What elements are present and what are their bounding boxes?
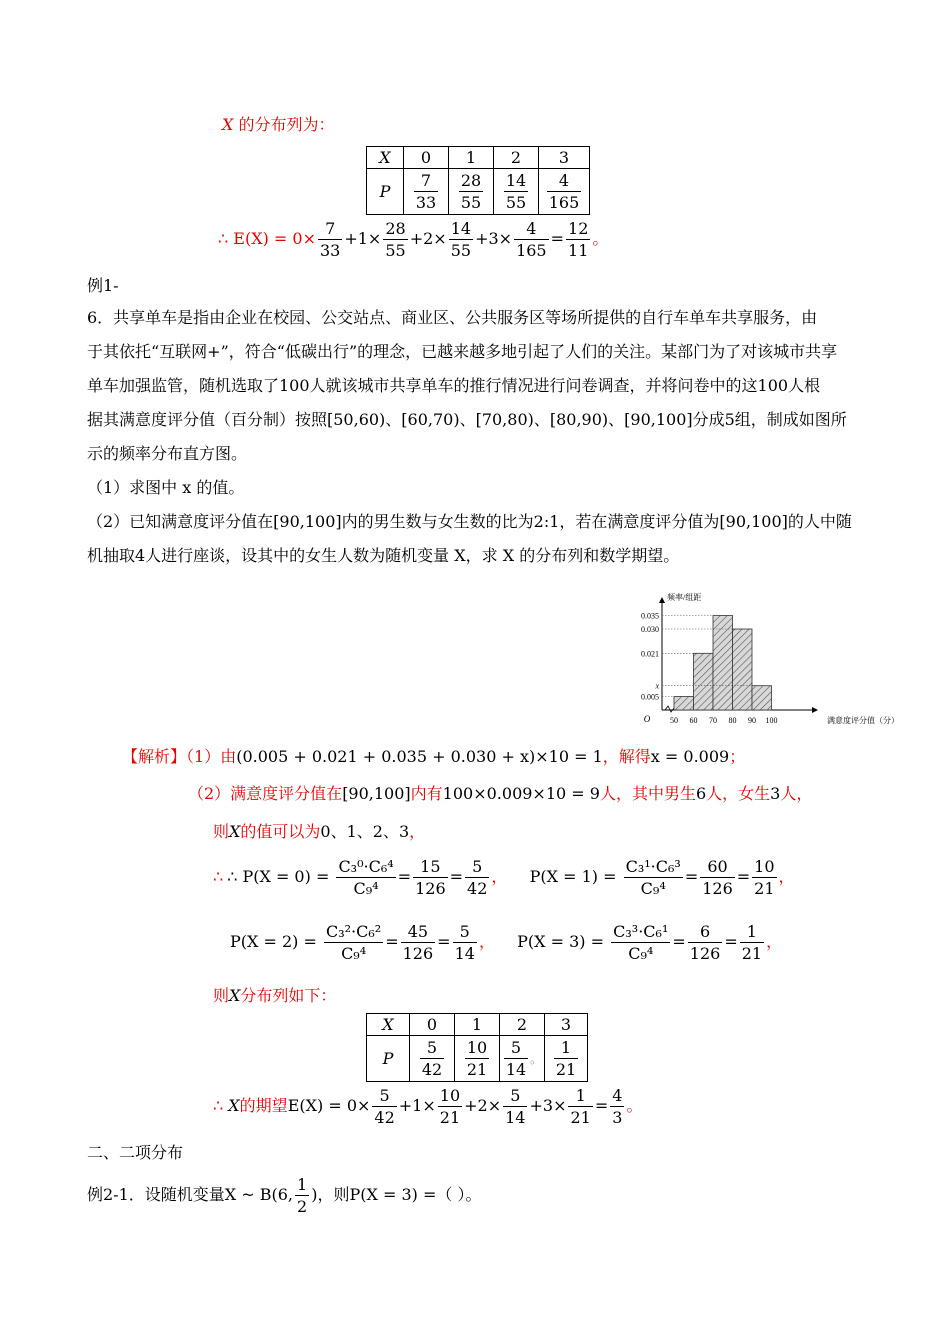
y-tick-label: x [655, 681, 659, 691]
solution-tag: 【解析】 [122, 747, 187, 766]
expectation-1: ∴ E(X) = 0× $\frac{7}{33}$ +1× $\frac{28}{55}$ +2× $\frac{14}{55}$ +3× $\frac{4}{165}$ = $\frac{12}{11}$ 。 [218, 219, 609, 260]
table2-header-3: 3 [545, 1014, 588, 1036]
expectation-2: ∴ X的期望E(X) = 0× $\frac{5}{42}$ +1× $\frac{10}{21}$ +2× $\frac{5}{14}$ +3× $\frac{1}{21}$ = $\frac{4}{3}$ 。 [213, 1086, 643, 1127]
table1-cell: $\frac{4}{165}$ [539, 169, 590, 215]
intro-text: 的分布列为： [233, 115, 335, 134]
table1-cell: $\frac{7}{33}$ [404, 169, 449, 215]
x-tick-label: 60 [689, 716, 698, 725]
x-axis-arrow [812, 707, 818, 713]
x-axis-label: 满意度评分值（分） [827, 716, 899, 725]
frequency-histogram [620, 588, 899, 733]
table2-header-1: 1 [455, 1014, 500, 1036]
y-tick-label: 0.030 [641, 625, 659, 634]
distribution-table-2 [366, 1013, 588, 1082]
table1-header-x: X [367, 147, 404, 169]
x-tick-label: 80 [728, 716, 737, 725]
histogram-bar [733, 629, 753, 710]
table2-p-label: P [367, 1036, 410, 1082]
y-tick-label: 0.021 [641, 649, 659, 659]
section-heading: 二、二项分布 [87, 1143, 184, 1162]
histogram-bar [713, 616, 733, 711]
solution-step-2: （2）满意度评分值在[90,100]内有100×0.009×10 = 9人，其中男生6人，女生3人， [188, 784, 813, 803]
table1-header-0: 0 [404, 147, 449, 169]
table2-header-0: 0 [410, 1014, 455, 1036]
table2-cell: $\frac{1}{21}$ [545, 1036, 588, 1082]
table2-cell: $\frac{10}{21}$ [455, 1036, 500, 1082]
y-axis-label: 频率/组距 [667, 593, 702, 602]
origin-label: O [643, 714, 651, 724]
x-tick-label: 90 [748, 716, 756, 725]
problem-text [87, 301, 867, 573]
problem-line: 单车加强监管，随机选取了100人就该城市共享单车的推行情况进行问卷调查，并将问卷中的这100人根 [87, 376, 821, 395]
table1-header-2: 2 [494, 147, 539, 169]
table2-cell: $\frac{5}{42}$ [410, 1036, 455, 1082]
x-tick-label: 50 [670, 716, 678, 725]
problem-line: 据其满意度评分值（百分制）按照[50,60)、[60,70)、[70,80)、[80,90)、[90,100]分成5组，制成如图所 [87, 410, 847, 429]
var-x: X [222, 115, 234, 134]
solution-step-1: 【解析】（1）由(0.005 + 0.021 + 0.035 + 0.030 + x)×10 = 1，解得x = 0.009； [122, 747, 746, 766]
question-2-line-2: 机抽取4人进行座谈，设其中的女生人数为随机变量 X，求 X 的分布列和数学期望。 [87, 546, 680, 565]
question-1: （1）求图中 x 的值。 [87, 478, 245, 497]
solution-step-3: 则X的值可以为0、1、2、3， [213, 822, 426, 841]
distribution-label: 则X分布列如下： [213, 986, 337, 1005]
histogram-bar [674, 697, 694, 711]
x-tick-label: 70 [709, 716, 717, 725]
example-2-1: 例2-1．设随机变量X ~ B(6, $\frac{1}{2}$ )，则P(X = 3) =（ ）。 [87, 1175, 482, 1216]
table1-cell: $\frac{14}{55}$ [494, 169, 539, 215]
question-2-line-1: （2）已知满意度评分值在[90,100]内的男生数与女生数的比为2:1，若在满意度评分值为[90,100]的人中随 [87, 512, 852, 531]
table2-header-x: X [367, 1014, 410, 1036]
problem-line: 于其依托“互联网+”，符合“低碳出行”的理念，已越来越多地引起了人们的关注。某部门为了对该城市共享 [87, 342, 838, 361]
distribution-intro [222, 112, 334, 135]
y-tick-label: 0.035 [641, 611, 659, 621]
table2-header-2: 2 [500, 1014, 545, 1036]
table2-cell: $\frac{5}{14}$ 。 [500, 1036, 545, 1082]
x-tick-label: 100 [765, 716, 778, 725]
probability-row-1: ∴ ∴ P(X = 0) = $\frac{\text{C₃⁰·C₆⁴}}{\text{C₉⁴}}$ = $\frac{15}{126}$ = $\frac{5}{42}$ ， P(X = 1) = $\frac{\text{C₃¹·C₆³}}{\text{C₉⁴}}$ = $\frac{60}{126}$ = $\frac{10}{21}$ ， [213, 857, 795, 898]
table1-p-label: P [367, 169, 404, 215]
y-tick-label: 0.005 [641, 692, 659, 702]
problem-line: 6．共享单车是指由企业在校园、公交站点、商业区、公共服务区等场所提供的自行车单车共享服务，由 [87, 308, 818, 327]
problem-line: 示的频率分布直方图。 [87, 444, 248, 463]
table1-header-3: 3 [539, 147, 590, 169]
histogram-bar [752, 686, 772, 710]
probability-row-2: P(X = 2) = $\frac{\text{C₃²·C₆²}}{\text{C₉⁴}}$ = $\frac{45}{126}$ = $\frac{5}{14}$ ， P(X = 3) = $\frac{\text{C₃³·C₆¹}}{\text{C₉⁴}}$ = $\frac{6}{126}$ = $\frac{1}{21}$ ， [230, 922, 783, 963]
table1-header-1: 1 [449, 147, 494, 169]
histogram-bar [694, 653, 714, 710]
example-label: 例1- [87, 276, 119, 295]
y-axis-arrow [659, 597, 665, 603]
axis-break-mark [665, 706, 674, 712]
table1-cell: $\frac{28}{55}$ [449, 169, 494, 215]
distribution-table-1 [366, 146, 590, 215]
